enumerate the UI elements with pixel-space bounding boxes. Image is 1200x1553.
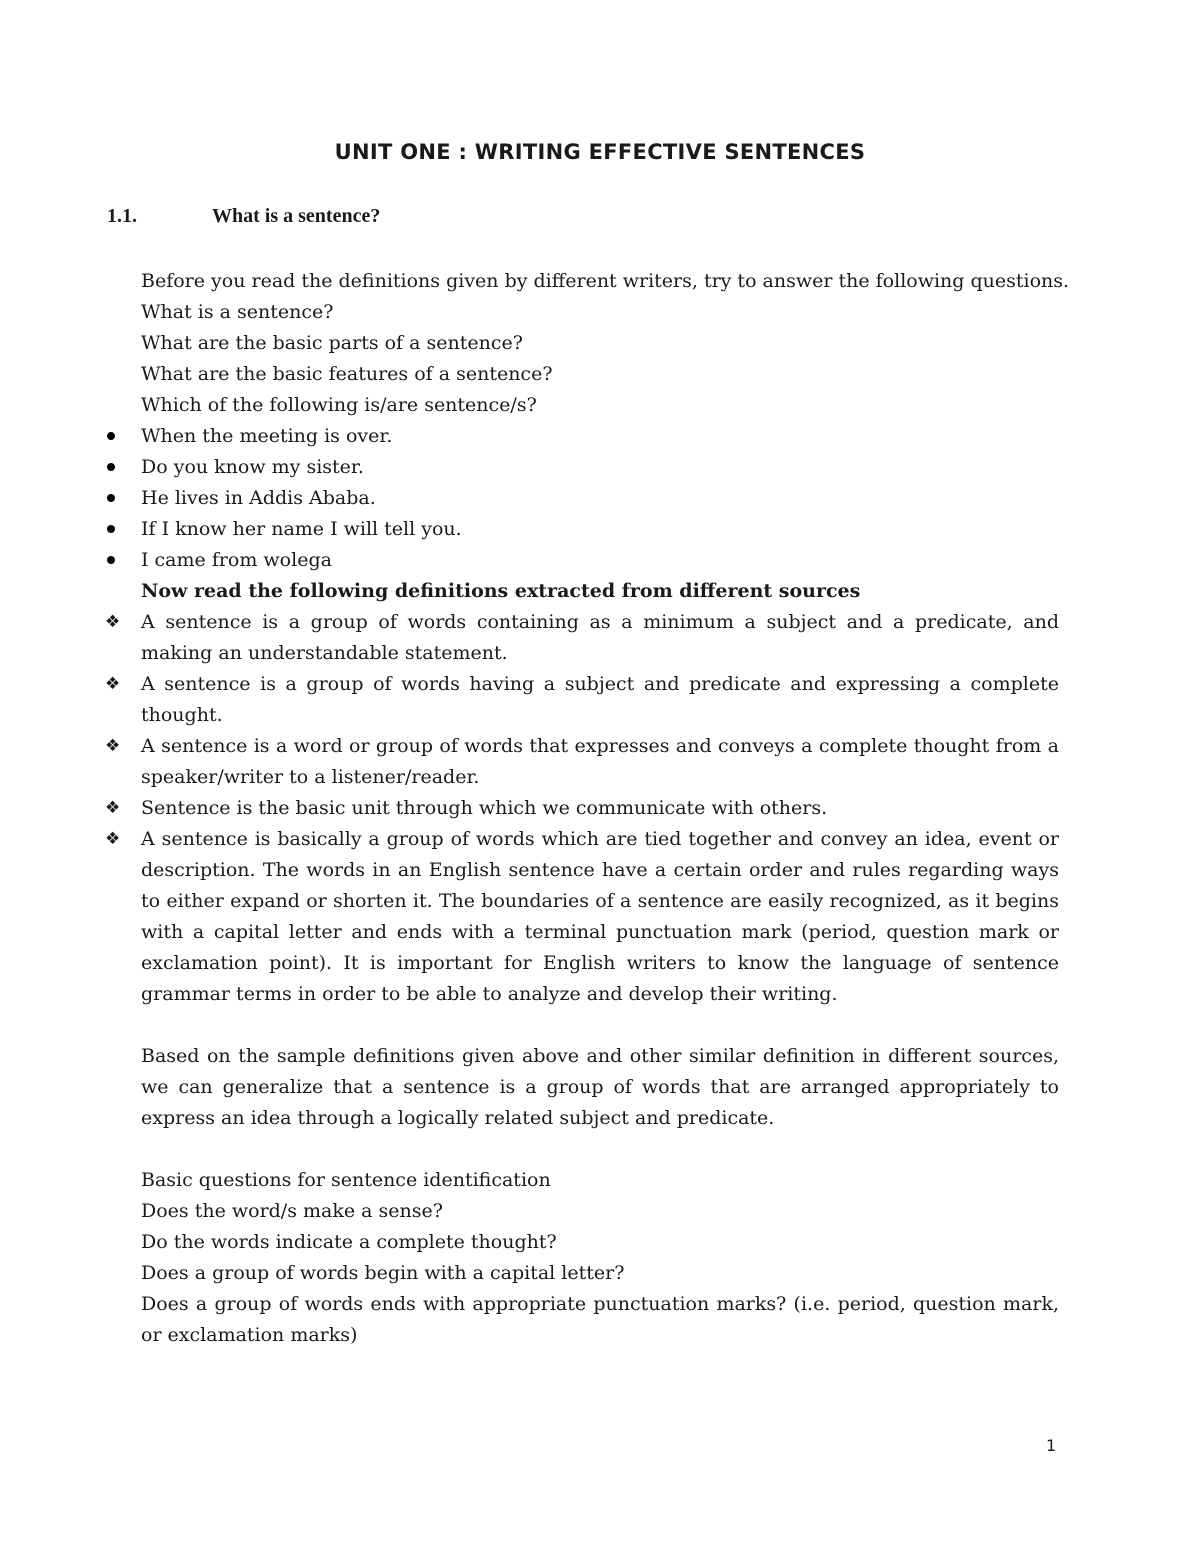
list-item: [141, 452, 1059, 483]
identification-question: Does a group of words begin with a capital letter?: [141, 1262, 625, 1284]
list-item: [141, 421, 1059, 452]
list-item-text: If I know her name I will tell you.: [141, 518, 462, 540]
diamond-bullet-icon: ❖: [105, 829, 121, 849]
list-item-text: He lives in Addis Ababa.: [141, 487, 376, 509]
identification-heading: Basic questions for sentence identification: [141, 1169, 551, 1191]
definition-text: A sentence is a group of words having a subject and predicate and expressing a complete thought.: [141, 673, 1059, 726]
list-item: [141, 514, 1059, 545]
summary-paragraph: Based on the sample definitions given above and other similar definition in different sources, we can generalize that a sentence is a group of words that are arranged appropriately to express an idea through a logically related subject and predicate.: [141, 1045, 1059, 1129]
example-list: [141, 421, 1059, 576]
definition-text: A sentence is a group of words containing as a minimum a subject and a predicate, and making an understandable statement.: [141, 611, 1059, 664]
intro-line: What are the basic parts of a sentence?: [141, 332, 523, 354]
intro-line: What are the basic features of a sentence?: [141, 363, 553, 385]
identification-questions: [141, 1165, 1059, 1351]
bullet-icon: [107, 525, 115, 533]
list-item-text: I came from wolega: [141, 549, 332, 571]
list-item-text: When the meeting is over.: [141, 425, 393, 447]
definitions-list: [105, 607, 1059, 1010]
identification-question: Does a group of words ends with appropriate punctuation marks? (i.e. period, question mark, or exclamation marks): [141, 1293, 1059, 1346]
document-body: [105, 266, 1070, 1351]
intro-line: Which of the following is/are sentence/s?: [141, 394, 537, 416]
intro-line: What is a sentence?: [141, 301, 334, 323]
identification-question: Does the word/s make a sense?: [141, 1200, 443, 1222]
bullet-icon: [107, 556, 115, 564]
bullet-icon: [107, 463, 115, 471]
definition-text: A sentence is basically a group of words which are tied together and convey an idea, event or description. The words in an English sentence have a certain order and rules regarding ways to either expand or shorten it. The boundaries of a sentence are easily recognized, as it begins with a capital letter and ends with a terminal punctuation mark (period, question mark or exclamation point). It is important for English writers to know the language of sentence grammar terms in order to be able to analyze and develop their writing.: [141, 828, 1059, 1005]
definition-item: [105, 669, 1059, 731]
list-item-text: Do you know my sister.: [141, 456, 364, 478]
definition-item: [105, 793, 1059, 824]
definition-text: Sentence is the basic unit through which we communicate with others.: [141, 797, 828, 819]
unit-title: UNIT ONE : WRITING EFFECTIVE SENTENCES: [334, 140, 866, 164]
identification-question: Do the words indicate a complete thought?: [141, 1231, 557, 1253]
definition-item: [105, 824, 1059, 1010]
diamond-bullet-icon: ❖: [105, 612, 121, 632]
section-heading: [107, 205, 380, 228]
definition-item: [105, 607, 1059, 669]
definition-item: [105, 731, 1059, 793]
definition-text: A sentence is a word or group of words that expresses and conveys a complete thought from a speaker/writer to a listener/reader.: [141, 735, 1059, 788]
diamond-bullet-icon: ❖: [105, 674, 121, 694]
section-title: What is a sentence?: [212, 205, 381, 227]
bullet-icon: [107, 432, 115, 440]
definitions-heading: Now read the following definitions extracted from different sources: [141, 580, 861, 602]
section-number: 1.1.: [107, 205, 137, 227]
list-item: [141, 483, 1059, 514]
page-number: 1: [1046, 1436, 1057, 1455]
intro-line: Before you read the definitions given by different writers, try to answer the following questions.: [141, 270, 1070, 292]
bullet-icon: [107, 494, 115, 502]
diamond-bullet-icon: ❖: [105, 736, 121, 756]
list-item: [141, 545, 1059, 576]
intro-questions: [141, 266, 1070, 421]
diamond-bullet-icon: ❖: [105, 798, 121, 818]
